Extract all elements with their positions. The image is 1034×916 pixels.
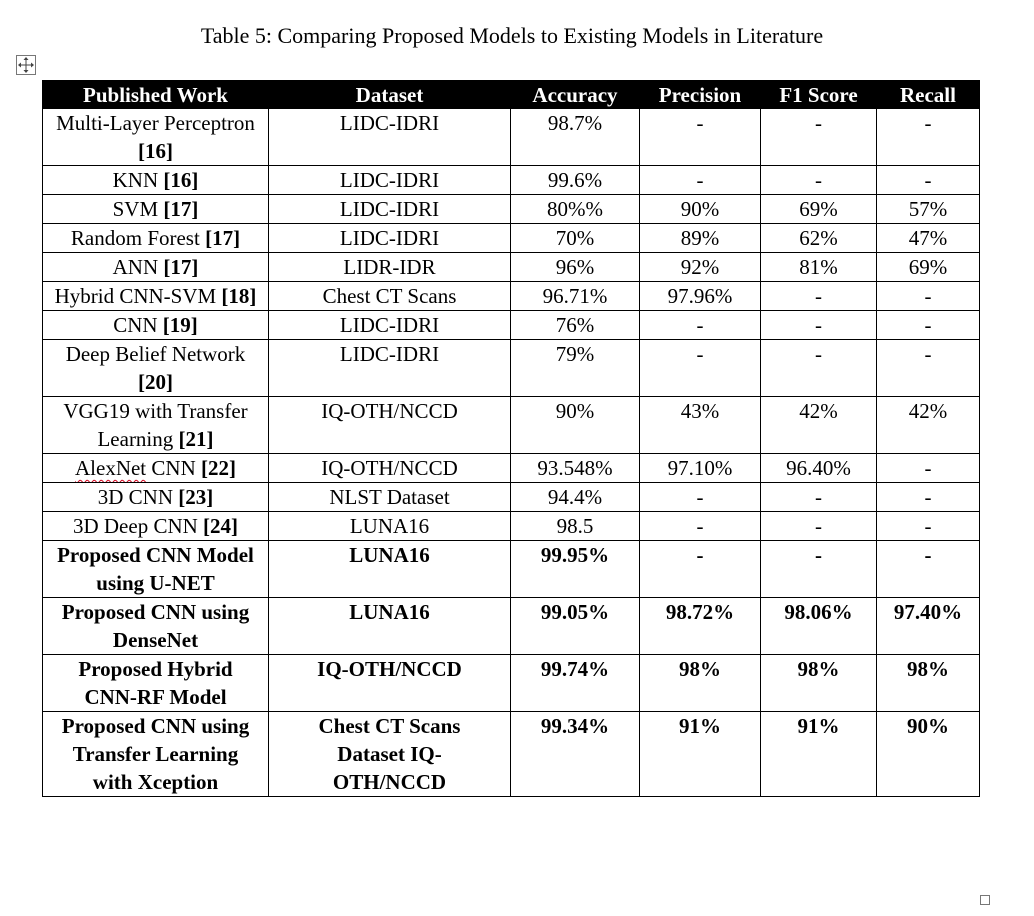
table-row	[43, 512, 980, 541]
cell-published-work: 3D CNN [23]	[43, 483, 269, 512]
table-row-proposed	[43, 598, 980, 655]
spellcheck-flagged-word[interactable]: AlexNet	[75, 456, 147, 480]
header-accuracy: Accuracy	[511, 81, 640, 109]
table-row	[43, 109, 980, 166]
cell-precision: 91%	[640, 712, 761, 797]
header-published-work: Published Work	[43, 81, 269, 109]
table-row	[43, 253, 980, 282]
cell-precision: 98%	[640, 655, 761, 712]
resize-handle-icon[interactable]	[980, 895, 990, 905]
cell-dataset: LIDC-IDRI	[269, 224, 511, 253]
cell-dataset: LIDC-IDRI	[269, 311, 511, 340]
table-row	[43, 340, 980, 397]
cell-accuracy: 99.05%	[511, 598, 640, 655]
cell-dataset: LUNA16	[269, 541, 511, 598]
cell-recall: 57%	[877, 195, 980, 224]
cell-f1-score: 96.40%	[761, 454, 877, 483]
cell-dataset: LIDC-IDRI	[269, 340, 511, 397]
cell-published-work: Hybrid CNN-SVM [18]	[43, 282, 269, 311]
move-arrows-icon[interactable]	[16, 55, 36, 75]
citation-ref: [16]	[138, 139, 173, 163]
table-row	[43, 224, 980, 253]
cell-accuracy: 76%	[511, 311, 640, 340]
table-row-proposed	[43, 541, 980, 598]
cell-published-work: VGG19 with Transfer Learning [21]	[43, 397, 269, 454]
table-row	[43, 282, 980, 311]
cell-f1-score: -	[761, 483, 877, 512]
cell-dataset: NLST Dataset	[269, 483, 511, 512]
citation-ref: [21]	[178, 427, 214, 451]
citation-ref: [19]	[162, 313, 198, 337]
cell-recall: 42%	[877, 397, 980, 454]
cell-f1-score: -	[761, 340, 877, 397]
cell-recall: -	[877, 311, 980, 340]
table-row	[43, 166, 980, 195]
table-row	[43, 454, 980, 483]
cell-precision: 97.96%	[640, 282, 761, 311]
table-row	[43, 483, 980, 512]
cell-f1-score: 98.06%	[761, 598, 877, 655]
cell-precision: 89%	[640, 224, 761, 253]
cell-f1-score: -	[761, 311, 877, 340]
cell-accuracy: 94.4%	[511, 483, 640, 512]
cell-published-work: Deep Belief Network [20]	[43, 340, 269, 397]
cell-precision: -	[640, 483, 761, 512]
cell-precision: 98.72%	[640, 598, 761, 655]
cell-dataset: Chest CT Scans	[269, 282, 511, 311]
citation-ref: [17]	[163, 197, 199, 221]
cell-recall: 90%	[877, 712, 980, 797]
cell-accuracy: 99.34%	[511, 712, 640, 797]
header-recall: Recall	[877, 81, 980, 109]
cell-accuracy: 79%	[511, 340, 640, 397]
cell-dataset: LUNA16	[269, 512, 511, 541]
cell-recall: -	[877, 282, 980, 311]
table-row	[43, 397, 980, 454]
cell-recall: 69%	[877, 253, 980, 282]
cell-accuracy: 98.5	[511, 512, 640, 541]
comparison-table	[42, 80, 980, 797]
cell-published-work: ANN [17]	[43, 253, 269, 282]
cell-published-work: Proposed Hybrid CNN-RF Model	[43, 655, 269, 712]
cell-precision: 43%	[640, 397, 761, 454]
cell-accuracy: 99.6%	[511, 166, 640, 195]
cell-f1-score: -	[761, 541, 877, 598]
cell-accuracy: 93.548%	[511, 454, 640, 483]
cell-f1-score: -	[761, 166, 877, 195]
cell-recall: 47%	[877, 224, 980, 253]
cell-precision: 90%	[640, 195, 761, 224]
cell-f1-score: -	[761, 512, 877, 541]
cell-accuracy: 98.7%	[511, 109, 640, 166]
header-dataset: Dataset	[269, 81, 511, 109]
table-row-proposed	[43, 712, 980, 797]
cell-precision: -	[640, 512, 761, 541]
header-f1-score: F1 Score	[761, 81, 877, 109]
cell-dataset: IQ-OTH/NCCD	[269, 655, 511, 712]
cell-accuracy: 96.71%	[511, 282, 640, 311]
cell-dataset: LIDC-IDRI	[269, 195, 511, 224]
cell-recall: 97.40%	[877, 598, 980, 655]
cell-recall: -	[877, 109, 980, 166]
cell-recall: 98%	[877, 655, 980, 712]
cell-f1-score: 62%	[761, 224, 877, 253]
cell-accuracy: 99.74%	[511, 655, 640, 712]
citation-ref: [18]	[221, 284, 257, 308]
cell-accuracy: 99.95%	[511, 541, 640, 598]
cell-precision: -	[640, 541, 761, 598]
cell-published-work: 3D Deep CNN [24]	[43, 512, 269, 541]
cell-recall: -	[877, 541, 980, 598]
citation-ref: [17]	[163, 255, 199, 279]
cell-dataset: Chest CT Scans Dataset IQ-OTH/NCCD	[269, 712, 511, 797]
cell-f1-score: 91%	[761, 712, 877, 797]
cell-published-work: Random Forest [17]	[43, 224, 269, 253]
cell-published-work: Proposed CNN Model using U-NET	[43, 541, 269, 598]
cell-accuracy: 70%	[511, 224, 640, 253]
cell-published-work: AlexNet CNN [22]	[43, 454, 269, 483]
cell-recall: -	[877, 512, 980, 541]
header-precision: Precision	[640, 81, 761, 109]
table-caption: Table 5: Comparing Proposed Models to Existing Models in Literature	[200, 23, 824, 48]
cell-dataset: IQ-OTH/NCCD	[269, 454, 511, 483]
cell-recall: -	[877, 340, 980, 397]
table-row	[43, 195, 980, 224]
cell-dataset: IQ-OTH/NCCD	[269, 397, 511, 454]
citation-ref: [17]	[205, 226, 241, 250]
cell-dataset: LIDR-IDR	[269, 253, 511, 282]
cell-precision: 97.10%	[640, 454, 761, 483]
cell-recall: -	[877, 454, 980, 483]
cell-dataset: LUNA16	[269, 598, 511, 655]
table-header-row	[43, 81, 980, 109]
cell-precision: 92%	[640, 253, 761, 282]
cell-f1-score: 81%	[761, 253, 877, 282]
cell-f1-score: 42%	[761, 397, 877, 454]
cell-published-work: Proposed CNN using Transfer Learning with Xception	[43, 712, 269, 797]
cell-accuracy: 80%%	[511, 195, 640, 224]
citation-ref: [16]	[163, 168, 199, 192]
cell-f1-score: 98%	[761, 655, 877, 712]
cell-recall: -	[877, 166, 980, 195]
cell-accuracy: 90%	[511, 397, 640, 454]
cell-precision: -	[640, 340, 761, 397]
table-row	[43, 311, 980, 340]
cell-recall: -	[877, 483, 980, 512]
citation-ref: [24]	[203, 514, 239, 538]
cell-precision: -	[640, 166, 761, 195]
cell-published-work: Proposed CNN using DenseNet	[43, 598, 269, 655]
cell-precision: -	[640, 311, 761, 340]
cell-accuracy: 96%	[511, 253, 640, 282]
cell-published-work: Multi-Layer Perceptron [16]	[43, 109, 269, 166]
citation-ref: [20]	[138, 370, 173, 394]
cell-f1-score: -	[761, 282, 877, 311]
table-row-proposed	[43, 655, 980, 712]
citation-ref: [23]	[178, 485, 214, 509]
cell-dataset: LIDC-IDRI	[269, 109, 511, 166]
cell-published-work: SVM [17]	[43, 195, 269, 224]
cell-published-work: CNN [19]	[43, 311, 269, 340]
cell-f1-score: -	[761, 109, 877, 166]
cell-precision: -	[640, 109, 761, 166]
cell-dataset: LIDC-IDRI	[269, 166, 511, 195]
citation-ref: [22]	[201, 456, 236, 480]
cell-published-work: KNN [16]	[43, 166, 269, 195]
cell-f1-score: 69%	[761, 195, 877, 224]
